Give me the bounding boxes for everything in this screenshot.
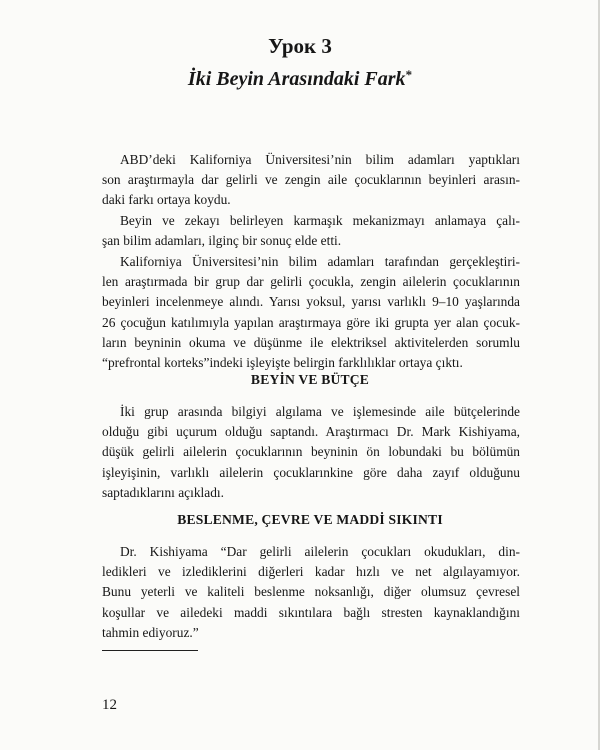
text-line: son araştırmayla dar gelirli ve zengin aile çocuklarının beyinleri arasın- [102,172,520,188]
page-title [0,67,600,91]
section-heading-budget: BEYİN VE BÜTÇE [250,372,370,387]
text-line: Beyin ve zekayı belirleyen karmaşık mekanizmayı anlamaya çalı- [120,213,520,228]
footnote-mark: * [405,67,413,82]
text-line: koşullar ve ailedeki maddi sıkıntılara bağlı stresten kaynaklandığını [102,604,520,620]
text-line: Bunu yeterli ve kaliteli beslenme noksanlığı, diğer olumsuz çevresel [102,584,520,600]
text-line: beyinleri incelenmeye alındı. Yarısı yoksul, yarısı varlıklı 9–10 yaşlarında [102,294,520,310]
lesson-label: Урок 3 [268,34,332,58]
text-line: len araştırmada bir grup dar gelirli çocukla, zengin ailelerin çocuklarının [102,274,520,290]
text-line: tahmin ediyoruz.” [102,624,199,640]
section-nutrition-paragraph [102,542,520,643]
footnote-divider [102,650,198,651]
intro-paragraph-3 [102,252,520,373]
section-budget-paragraph [102,402,520,503]
text-line: Dr. Kishiyama “Dar gelirli ailelerin çocukları okudukları, din- [120,544,520,559]
page-number: 12 [102,697,117,713]
text-line: olduğu gibi uçurum olduğu saptandı. Araştırmacı Dr. Mark Kishiyama, [102,424,520,440]
title-text: İki Beyin Arasındaki Fark [187,68,406,90]
text-line: “prefrontal korteks”indeki işleyişte belirgin farklılıklar ortaya çıktı. [102,355,463,371]
text-line: ledikleri ve izlediklerini diğerleri kadar hızlı ve net algılayamıyor. [102,564,520,580]
text-line: saptadıklarını açıkladı. [102,484,224,500]
text-line: ABD’deki Kaliforniya Üniversitesi’nin bilim adamları yaptıkları [120,152,520,167]
section-heading-nutrition: BESLENME, ÇEVRE VE MADDİ SIKINTI [177,512,443,527]
text-line: şan bilim adamları, ilginç bir sonuç elde etti. [102,233,342,249]
intro-paragraph-1 [102,150,520,211]
text-line: düşük gelirli ailelerin çocuklarının beyninin ön lobundaki bu bölümün [102,444,520,460]
text-line: işleyişinin, varlıklı ailelerin çocuklarınkine göre daha zayıf olduğunu [102,464,520,480]
text-line: 26 çocuğun katılımıyla yapılan araştırmaya göre iki grupta yer alan çocuk- [102,314,520,330]
intro-paragraph-2 [102,211,520,251]
text-line: daki farkı ortaya koydu. [102,192,231,208]
text-line: ların beyninin okuma ve düşünme ile elektriksel aktivitelerden sorumlu [102,334,520,350]
text-line: İki grup arasında bilgiyi algılama ve işlemesinde aile bütçelerinde [120,404,520,419]
text-line: Kaliforniya Üniversitesi’nin bilim adamları tarafından gerçekleştiri- [120,254,520,269]
